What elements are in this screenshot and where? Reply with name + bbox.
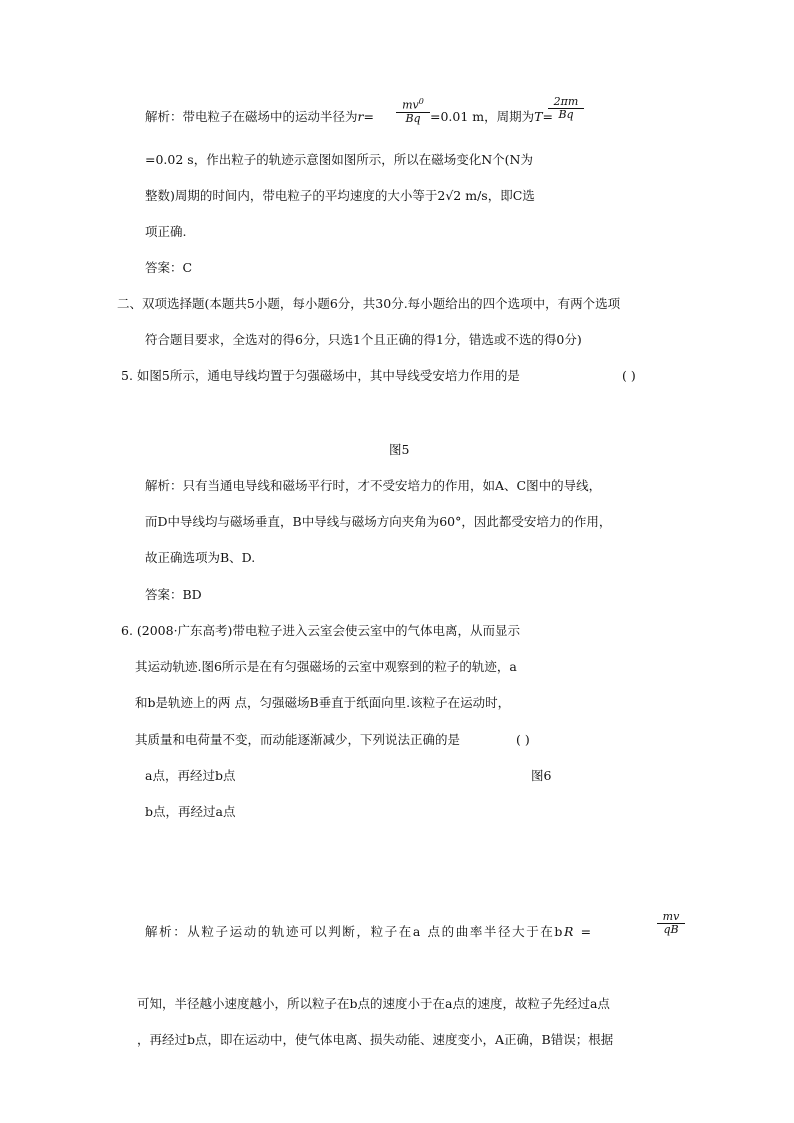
q6-option-b: b点，再经过a点 bbox=[145, 804, 236, 819]
frac-num-sup: 0 bbox=[418, 97, 424, 106]
q5-solution-line1: 解析：只有当通电导线和磁场平行时，才不受安培力的作用，如A、C图中的导线， bbox=[145, 478, 602, 493]
frac-numerator: mv bbox=[657, 911, 685, 924]
frac-denominator: qB bbox=[663, 923, 679, 936]
frac-numerator bbox=[396, 96, 430, 113]
q5-answer-paren: ( ) bbox=[622, 368, 636, 383]
q4-sol-text: m/s，即C选 bbox=[461, 188, 535, 203]
equals: = bbox=[363, 109, 374, 124]
q5-solution-line2: 而D中导线均与磁场垂直，B中导线与磁场方向夹角为60°，因此都受安培力的作用， bbox=[145, 514, 612, 529]
q5-answer: 答案：BD bbox=[145, 587, 202, 602]
q4-sol-text: 解析：带电粒子在磁场中的运动半径为 bbox=[145, 109, 358, 124]
frac-denominator: Bq bbox=[558, 108, 574, 121]
q6-answer-paren: ( ) bbox=[516, 732, 530, 747]
section2-heading-cont: 符合题目要求，全选对的得6分，只选1个且正确的得1分，错选或不选的得0分) bbox=[145, 332, 582, 347]
var-R: R bbox=[564, 924, 576, 939]
q4-sol-text-b: =0.01 m，周期为 bbox=[430, 109, 535, 124]
q4-solution-line1-cont bbox=[430, 109, 553, 125]
q5-stem: 5. 如图5所示，通电导线均置于匀强磁场中，其中导线受安培力作用的是 bbox=[121, 368, 520, 383]
equals: = bbox=[542, 109, 553, 124]
q5-solution-line3: 故正确选项为B、D. bbox=[145, 550, 256, 565]
var-T: T bbox=[534, 109, 543, 124]
q6-stem-line2: 其运动轨迹.图6所示是在有匀强磁场的云室中观察到的粒子的轨迹，a bbox=[135, 659, 517, 674]
q4-answer: 答案：C bbox=[145, 260, 193, 275]
q4-solution-line4: 项正确. bbox=[145, 224, 187, 239]
fraction-period bbox=[548, 96, 584, 121]
q6-solution-line2: 可知，半径越小速度越小，所以粒子在b点的速度小于在a点的速度，故粒子先经过a点 bbox=[137, 996, 610, 1011]
section2-heading: 二、双项选择题(本题共5小题，每小题6分，共30分.每小题给出的四个选项中，有两个选项 bbox=[117, 296, 621, 311]
frac-num-text: mv bbox=[402, 98, 419, 112]
q6-stem-line3: 和b是轨迹上的两 点，匀强磁场B垂直于纸面向里.该粒子在运动时， bbox=[135, 695, 511, 710]
frac-numerator: 2πm bbox=[548, 96, 584, 109]
equals: = bbox=[575, 924, 593, 939]
q6-sol-text: 解析：从粒子运动的轨迹可以判断，粒子在a 点的曲率半径大于在b bbox=[145, 924, 565, 939]
q6-stem-line1: 6. (2008·广东高考)带电粒子进入云室会使云室中的气体电离，从而显示 bbox=[121, 623, 520, 638]
q4-solution-line3 bbox=[145, 188, 535, 204]
frac-denominator: Bq bbox=[405, 111, 421, 125]
q6-stem-line4: 其质量和电荷量不变，而动能逐渐减少，下列说法正确的是 bbox=[135, 732, 461, 747]
sqrt-symbol: √2 bbox=[445, 188, 462, 203]
q5-figure-label: 图5 bbox=[389, 442, 410, 457]
q6-solution-line1 bbox=[145, 924, 593, 940]
var-r: r bbox=[357, 109, 364, 124]
q6-figure-label: 图6 bbox=[531, 768, 552, 783]
q4-solution-line2: =0.02 s，作出粒子的轨迹示意图如图所示，所以在磁场变化N个(N为 bbox=[145, 152, 533, 167]
q6-option-a: a点，再经过b点 bbox=[145, 768, 236, 783]
fraction-radius-formula bbox=[657, 911, 685, 936]
q4-solution-line1 bbox=[145, 109, 374, 125]
q6-solution-line3: ，再经过b点，即在运动中，使气体电离、损失动能、速度变小，A正确，B错误；根据 bbox=[137, 1032, 614, 1047]
q4-sol-text: 整数)周期的时间内，带电粒子的平均速度的大小等于2 bbox=[145, 188, 446, 203]
fraction-radius bbox=[396, 96, 430, 125]
